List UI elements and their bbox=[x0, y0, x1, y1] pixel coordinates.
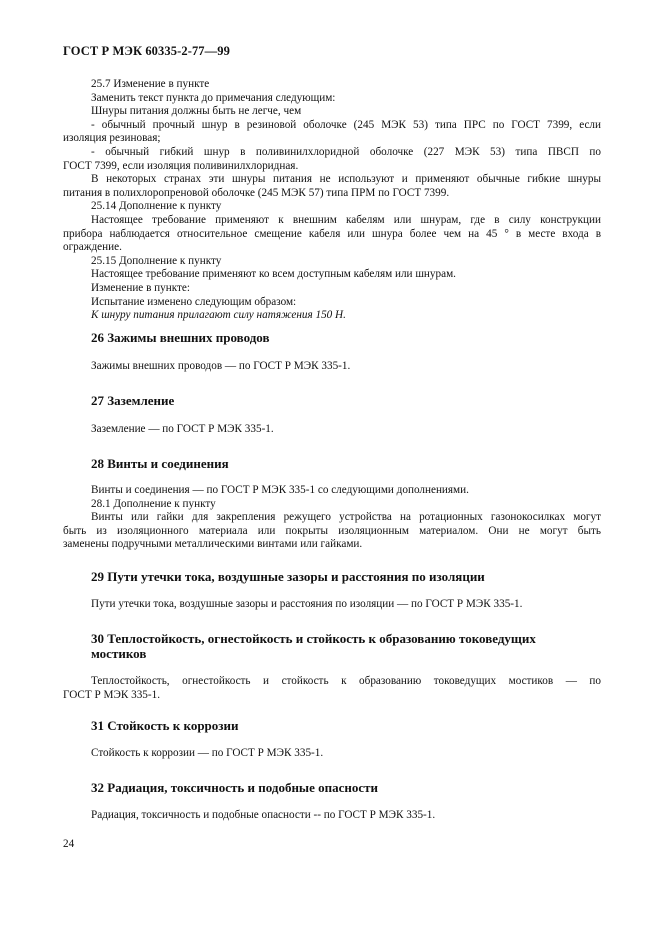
section-29-body bbox=[63, 598, 601, 612]
text-line: Пути утечки тока, воздушные зазоры и расстояния по изоляции — по ГОСТ Р МЭК 335-1. bbox=[91, 598, 523, 610]
section-30-body bbox=[63, 675, 601, 702]
text-line: Шнуры питания должны быть не легче, чем bbox=[91, 105, 302, 118]
text-line: Стойкость к коррозии — по ГОСТ Р МЭК 335-1. bbox=[91, 747, 324, 759]
text-line: ГОСТ Р МЭК 335-1. bbox=[63, 688, 161, 701]
text-line: Настоящее требование применяют к внешним кабелям или шнурам, где в силу конструкции bbox=[91, 213, 601, 226]
text-line: Заменить текст пункта до примечания следующим: bbox=[91, 91, 336, 104]
text-line: прибора наблюдается относительное смещение кабеля или шнура более чем на 45 ° в месте входа в bbox=[63, 227, 601, 240]
clause-25-block bbox=[63, 78, 601, 323]
section-31-body bbox=[63, 747, 601, 761]
section-28-heading: 28 Винты и соединения bbox=[91, 456, 229, 471]
section-26-body bbox=[63, 360, 601, 374]
text-line: 25.15 Дополнение к пункту bbox=[91, 254, 222, 267]
text-line: Винты или гайки для закрепления режущего устройства на ротационных газонокосилках могут bbox=[91, 511, 601, 524]
section-32-body bbox=[63, 809, 601, 823]
text-line: Зажимы внешних проводов — по ГОСТ Р МЭК 335-1. bbox=[91, 360, 351, 372]
section-28-body bbox=[63, 484, 601, 552]
text-line: Заземление — по ГОСТ Р МЭК 335-1. bbox=[91, 423, 274, 435]
text-line: питания в полихлоропреновой оболочке (245 МЭК 57) типа ПРМ по ГОСТ 7399. bbox=[63, 186, 450, 199]
section-30-heading bbox=[91, 631, 601, 661]
text-line: быть из изоляционного материала или покрыты изоляционным материалом. Они не могут быть bbox=[63, 524, 601, 537]
heading-line: мостиков bbox=[91, 646, 147, 661]
text-line: ограждение. bbox=[63, 241, 122, 254]
text-line: заменены подручными металлическими винтами или гайками. bbox=[63, 538, 363, 551]
text-line: изоляция резиновая; bbox=[63, 132, 161, 145]
text-line: Теплостойкость, огнестойкость и стойкость к образованию токоведущих мостиков — по bbox=[91, 675, 601, 687]
text-line: Испытание изменено следующим образом: bbox=[91, 295, 297, 308]
text-line: 28.1 Дополнение к пункту bbox=[91, 497, 216, 510]
section-32-heading: 32 Радиация, токсичность и подобные опасности bbox=[91, 780, 379, 795]
text-line: 25.7 Изменение в пункте bbox=[91, 78, 210, 90]
section-27-body bbox=[63, 423, 601, 437]
section-26-heading: 26 Зажимы внешних проводов bbox=[91, 330, 270, 345]
text-line: - обычный гибкий шнур в поливинилхлоридной оболочке (227 МЭК 53) типа ПВСП по bbox=[91, 145, 601, 158]
section-29-heading: 29 Пути утечки тока, воздушные зазоры и расстояния по изоляции bbox=[91, 569, 485, 584]
text-line: 25.14 Дополнение к пункту bbox=[91, 200, 222, 213]
page-number: 24 bbox=[63, 838, 75, 850]
text-line: Винты и соединения — по ГОСТ Р МЭК 335-1 со следующими дополнениями. bbox=[91, 484, 469, 496]
text-line: ГОСТ 7399, если изоляция поливинилхлоридная. bbox=[63, 159, 299, 172]
text-line: - обычный прочный шнур в резиновой оболочке (245 МЭК 53) типа ПРС по ГОСТ 7399, если bbox=[91, 118, 601, 131]
running-header: ГОСТ Р МЭК 60335-2-77—99 bbox=[63, 44, 230, 58]
heading-line: 30 Теплостойкость, огнестойкость и стойкость к образованию токоведущих bbox=[91, 631, 536, 646]
section-31-heading: 31 Стойкость к коррозии bbox=[91, 718, 239, 733]
text-line: В некоторых странах эти шнуры питания не используют и применяют обычные гибкие шнуры bbox=[91, 173, 601, 186]
text-line: Радиация, токсичность и подобные опасности -- по ГОСТ Р МЭК 335-1. bbox=[91, 809, 436, 821]
text-line: Настоящее требование применяют ко всем доступным кабелям или шнурам. bbox=[91, 268, 456, 281]
section-27-heading: 27 Заземление bbox=[91, 393, 175, 408]
test-statement: К шнуру питания прилагают силу натяжения 150 Н. bbox=[91, 309, 346, 322]
text-line: Изменение в пункте: bbox=[91, 281, 190, 294]
